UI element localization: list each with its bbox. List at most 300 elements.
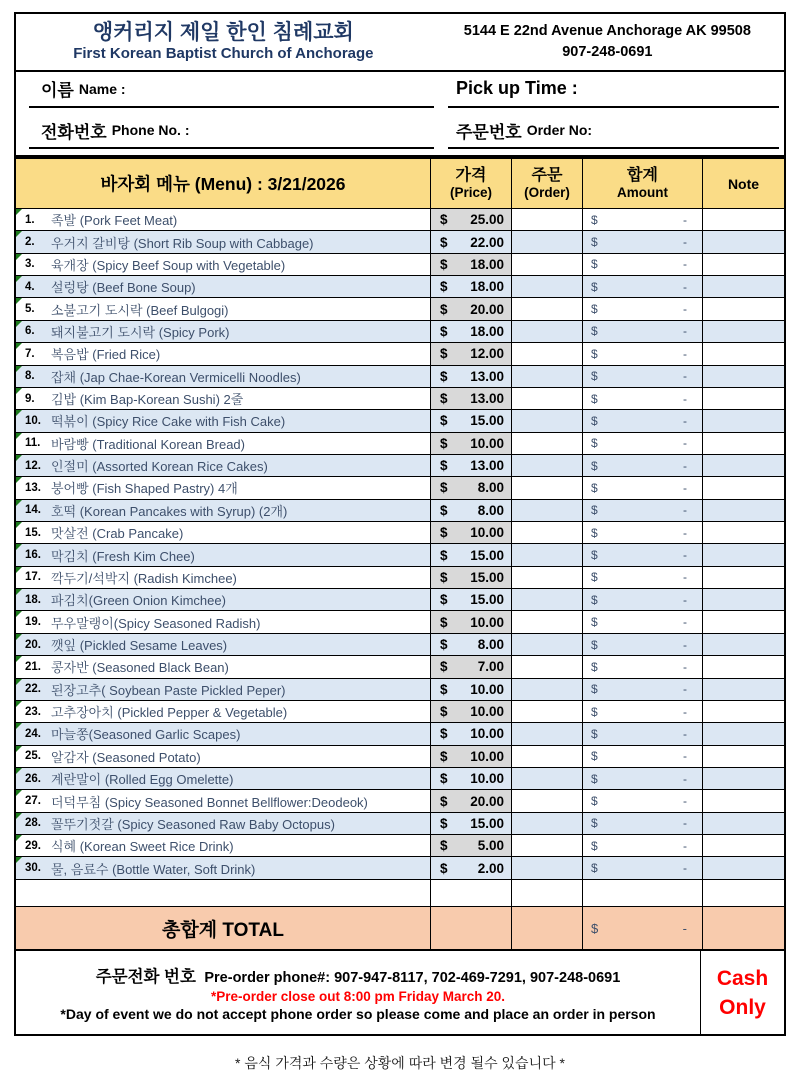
menu-item-price: 18.00 [470,323,504,339]
church-address: 5144 E 22nd Avenue Anchorage AK 99508 [463,22,751,39]
menu-item-note-cell[interactable] [703,746,784,768]
comment-marker-icon [16,276,22,282]
menu-item-order-cell[interactable] [512,410,583,432]
menu-item-order-cell[interactable] [512,567,583,589]
menu-item-note-cell[interactable] [703,857,784,879]
menu-item-note-cell[interactable] [703,209,784,231]
comment-marker-icon [16,209,22,215]
menu-item-cell [16,589,431,611]
menu-item-number: 13. [25,481,41,494]
currency-symbol: $ [440,659,448,675]
menu-item-name: 설렁탕 (Beef Bone Soup) [51,280,196,296]
currency-symbol: $ [440,771,448,787]
menu-item-price-cell [431,343,512,365]
menu-item-amount-cell [583,433,703,455]
menu-item-amount-cell [583,343,703,365]
menu-item-note-cell[interactable] [703,231,784,253]
currency-symbol: $ [440,458,448,474]
menu-item-number: 10. [25,414,41,427]
menu-item-cell [16,522,431,544]
currency-symbol: $ [591,659,598,674]
currency-symbol: $ [591,346,598,361]
currency-symbol: $ [591,637,598,652]
comment-marker-icon [16,298,22,304]
amount-placeholder: - [683,346,687,361]
menu-item-order-cell[interactable] [512,835,583,857]
church-header [14,12,786,72]
phone-field[interactable] [29,114,434,150]
menu-item-price-cell [431,567,512,589]
currency-symbol: $ [591,212,598,227]
menu-item-amount-cell [583,589,703,611]
menu-item-name: 육개장 (Spicy Beef Soup with Vegetable) [51,257,286,273]
currency-symbol: $ [440,748,448,764]
amount-placeholder: - [683,257,687,272]
menu-item-note-cell[interactable] [703,433,784,455]
menu-item-cell [16,679,431,701]
comment-marker-icon [16,679,22,685]
amount-placeholder: - [683,413,687,428]
menu-item-order-cell[interactable] [512,701,583,723]
price-column-header [431,159,512,209]
currency-symbol: $ [591,458,598,473]
menu-item-order-cell[interactable] [512,254,583,276]
menu-item-price-cell [431,276,512,298]
menu-item-price: 20.00 [470,301,504,317]
amount-placeholder: - [683,391,687,406]
menu-item-number: 8. [25,370,35,383]
menu-item-note-cell[interactable] [703,790,784,812]
menu-item-number: 28. [25,817,41,830]
menu-item-note-cell[interactable] [703,768,784,790]
menu-item-number: 5. [25,303,35,316]
menu-item-order-cell[interactable] [512,656,583,678]
menu-body [16,209,784,880]
currency-symbol: $ [440,793,448,809]
menu-item-amount-cell [583,477,703,499]
currency-symbol: $ [591,503,598,518]
comment-marker-icon [16,500,22,506]
comment-marker-icon [16,343,22,349]
menu-item-note-cell[interactable] [703,723,784,745]
amount-placeholder: - [683,637,687,652]
menu-item-price: 8.00 [477,480,504,496]
menu-item-note-cell[interactable] [703,298,784,320]
comment-marker-icon [16,589,22,595]
menu-item-name: 마늘쫑(Seasoned Garlic Scapes) [51,727,241,743]
amount-header-english: Amount [617,185,668,200]
menu-item-note-cell[interactable] [703,813,784,835]
menu-item-number: 21. [25,660,41,673]
menu-item-note-cell[interactable] [703,366,784,388]
menu-item-name: 족발 (Pork Feet Meat) [51,213,178,229]
menu-item-amount-cell [583,276,703,298]
amount-placeholder: - [683,436,687,451]
order-no-label-english: Order No: [526,122,593,139]
currency-symbol: $ [591,726,598,741]
menu-item-cell [16,455,431,477]
order-form [14,12,786,1073]
phone-label-english: Phone No. : [111,122,190,139]
customer-fields [14,72,786,157]
menu-item-cell [16,611,431,633]
amount-placeholder: - [683,861,687,876]
currency-symbol: $ [440,569,448,585]
amount-header-korean: 합계 [627,166,658,184]
menu-item-price-cell [431,209,512,231]
total-amount-placeholder: - [682,920,687,936]
comment-marker-icon [16,388,22,394]
menu-item-number: 1. [25,213,35,226]
menu-item-price-cell [431,857,512,879]
menu-item-price: 10.00 [470,614,504,630]
menu-item-price-cell [431,701,512,723]
menu-item-name: 바람빵 (Traditional Korean Bread) [51,436,245,452]
currency-symbol: $ [591,548,598,563]
menu-item-order-cell[interactable] [512,634,583,656]
currency-symbol: $ [591,794,598,809]
comment-marker-icon [16,768,22,774]
currency-symbol: $ [591,413,598,428]
menu-item-note-cell[interactable] [703,455,784,477]
menu-item-number: 27. [25,795,41,808]
name-label-english: Name : [78,80,126,97]
order-header-english: (Order) [524,185,570,200]
amount-placeholder: - [683,615,687,630]
menu-header-row [16,159,784,209]
menu-item-cell [16,567,431,589]
menu-item-number: 20. [25,638,41,651]
menu-item-order-cell[interactable] [512,768,583,790]
price-header-korean: 가격 [455,166,487,184]
comment-marker-icon [16,455,22,461]
menu-title-cell [16,159,431,209]
menu-item-order-cell[interactable] [512,857,583,879]
order-no-field[interactable] [448,114,779,150]
amount-placeholder: - [683,458,687,473]
amount-placeholder: - [683,212,687,227]
menu-item-price-cell [431,455,512,477]
menu-item-cell [16,723,431,745]
menu-item-amount-cell [583,746,703,768]
total-note-cell [703,907,784,950]
comment-marker-icon [16,656,22,662]
menu-title: 바자회 메뉴 (Menu) : 3/21/2026 [100,174,346,194]
menu-item-note-cell[interactable] [703,321,784,343]
comment-marker-icon [16,857,22,863]
cash-only-line1: Cash [716,966,769,990]
menu-item-price: 22.00 [470,234,504,250]
menu-item-number: 7. [25,347,35,360]
menu-item-price-cell [431,298,512,320]
spacer-amount-cell [583,880,703,907]
menu-item-order-cell[interactable] [512,589,583,611]
currency-symbol: $ [440,256,448,272]
menu-item-note-cell[interactable] [703,656,784,678]
note-column-header [703,159,784,209]
menu-item-price: 10.00 [470,681,504,697]
menu-item-name: 콩자반 (Seasoned Black Bean) [51,660,229,676]
menu-item-name: 맛살전 (Crab Pancake) [51,526,184,542]
menu-bottom-rows [16,880,784,950]
currency-symbol: $ [440,323,448,339]
menu-item-amount-cell [583,701,703,723]
menu-item-price-cell [431,768,512,790]
comment-marker-icon [16,790,22,796]
menu-item-order-cell[interactable] [512,477,583,499]
menu-item-number: 12. [25,459,41,472]
menu-item-amount-cell [583,544,703,566]
menu-item-number: 4. [25,280,35,293]
menu-item-name: 무우말랭이(Spicy Seasoned Radish) [51,615,261,631]
menu-item-price-cell [431,433,512,455]
menu-item-price-cell [431,410,512,432]
currency-symbol: $ [591,920,599,936]
menu-item-name: 호떡 (Korean Pancakes with Syrup) (2개) [51,503,288,519]
menu-item-amount-cell [583,455,703,477]
menu-item-name: 깻잎 (Pickled Sesame Leaves) [51,638,228,653]
currency-symbol: $ [440,637,448,652]
menu-item-price: 10.00 [470,704,504,720]
comment-marker-icon [16,321,22,327]
menu-item-price: 10.00 [470,771,504,787]
menu-item-name: 복음밥 (Fried Rice) [51,347,161,363]
menu-item-cell [16,231,431,253]
menu-item-note-cell[interactable] [703,410,784,432]
menu-item-price: 18.00 [470,279,504,295]
currency-symbol: $ [591,324,598,339]
comment-marker-icon [16,254,22,260]
menu-item-price-cell [431,500,512,522]
menu-item-price: 7.00 [477,659,504,675]
menu-item-note-cell[interactable] [703,835,784,857]
amount-placeholder: - [683,302,687,317]
menu-item-order-cell[interactable] [512,746,583,768]
menu-item-name: 물, 음료수 (Bottle Water, Soft Drink) [51,861,256,877]
comment-marker-icon [16,835,22,841]
menu-item-price: 2.00 [477,860,504,876]
menu-item-number: 19. [25,616,41,629]
pickup-time-label: Pick up Time : [456,78,578,99]
menu-item-price: 8.00 [477,637,504,652]
menu-item-price-cell [431,522,512,544]
menu-item-cell [16,500,431,522]
day-of-event-line: *Day of event we do not accept phone order so please come and place an order in person [60,1006,656,1023]
menu-item-note-cell[interactable] [703,701,784,723]
menu-item-price: 15.00 [470,547,504,563]
menu-item-price-cell [431,723,512,745]
currency-symbol: $ [440,726,448,742]
menu-item-order-cell[interactable] [512,343,583,365]
menu-item-note-cell[interactable] [703,679,784,701]
menu-item-number: 15. [25,526,41,539]
menu-item-name: 더덕무침 (Spicy Seasoned Bonnet Bellflower:Deodeok) [51,794,368,810]
name-field[interactable] [29,72,434,108]
amount-placeholder: - [683,659,687,674]
menu-item-cell [16,768,431,790]
menu-item-order-cell[interactable] [512,231,583,253]
menu-item-cell [16,276,431,298]
comment-marker-icon [16,611,22,617]
currency-symbol: $ [440,815,448,831]
currency-symbol: $ [591,436,598,451]
menu-item-price-cell [431,611,512,633]
currency-symbol: $ [591,838,598,853]
currency-symbol: $ [440,860,448,876]
menu-item-cell [16,366,431,388]
currency-symbol: $ [440,368,448,384]
field-row-2 [16,114,784,156]
menu-item-order-cell[interactable] [512,544,583,566]
currency-symbol: $ [591,369,598,384]
menu-item-price: 5.00 [477,838,504,854]
menu-item-order-cell[interactable] [512,366,583,388]
comment-marker-icon [16,544,22,550]
menu-item-cell [16,209,431,231]
menu-item-order-cell[interactable] [512,723,583,745]
menu-item-note-cell[interactable] [703,343,784,365]
currency-symbol: $ [440,547,448,563]
menu-item-note-cell[interactable] [703,276,784,298]
order-column-header [512,159,583,209]
menu-item-price: 18.00 [470,256,504,272]
menu-item-price: 25.00 [470,212,504,228]
amount-placeholder: - [683,794,687,809]
menu-item-name: 소불고기 도시락 (Beef Bulgogi) [51,302,229,318]
menu-item-order-cell[interactable] [512,433,583,455]
menu-item-name: 계란말이 (Rolled Egg Omelette) [51,772,234,788]
currency-symbol: $ [591,816,598,831]
menu-item-order-cell[interactable] [512,790,583,812]
menu-item-note-cell[interactable] [703,388,784,410]
menu-item-price: 15.00 [470,569,504,585]
currency-symbol: $ [591,771,598,786]
menu-item-order-cell[interactable] [512,321,583,343]
menu-item-number: 22. [25,683,41,696]
menu-item-price-cell [431,679,512,701]
menu-item-number: 9. [25,392,35,405]
phone-label-korean: 전화번호 [41,122,107,142]
menu-item-cell [16,746,431,768]
currency-symbol: $ [591,302,598,317]
menu-item-price-cell [431,321,512,343]
menu-item-note-cell[interactable] [703,544,784,566]
comment-marker-icon [16,231,22,237]
menu-item-cell [16,857,431,879]
menu-item-order-cell[interactable] [512,388,583,410]
menu-item-cell [16,544,431,566]
menu-item-price-cell [431,366,512,388]
menu-item-order-cell[interactable] [512,276,583,298]
menu-item-note-cell[interactable] [703,634,784,656]
menu-item-note-cell[interactable] [703,254,784,276]
menu-item-number: 18. [25,593,41,606]
menu-item-amount-cell [583,679,703,701]
menu-item-price-cell [431,790,512,812]
preorder-label-korean: 주문전화 번호 [95,968,196,987]
menu-item-name: 파김치(Green Onion Kimchee) [51,593,226,609]
menu-item-cell [16,254,431,276]
menu-item-amount-cell [583,634,703,656]
menu-item-order-cell[interactable] [512,209,583,231]
menu-item-cell [16,343,431,365]
menu-item-cell [16,790,431,812]
menu-item-number: 14. [25,504,41,517]
menu-item-name: 알감자 (Seasoned Potato) [51,749,201,765]
menu-item-amount-cell [583,522,703,544]
menu-item-number: 11. [25,437,41,450]
menu-item-number: 6. [25,325,35,338]
menu-item-order-cell[interactable] [512,813,583,835]
menu-item-order-cell[interactable] [512,455,583,477]
menu-item-number: 25. [25,750,41,763]
menu-item-order-cell[interactable] [512,298,583,320]
currency-symbol: $ [440,212,448,228]
total-price-cell [431,907,512,950]
menu-item-price: 13.00 [470,458,504,474]
menu-item-number: 29. [25,839,41,852]
spacer-note-cell [703,880,784,907]
currency-symbol: $ [440,480,448,496]
menu-item-number: 16. [25,549,41,562]
menu-item-price-cell [431,388,512,410]
menu-item-note-cell[interactable] [703,611,784,633]
amount-placeholder: - [683,726,687,741]
menu-item-name: 된장고추( Soybean Paste Pickled Peper) [51,682,286,698]
currency-symbol: $ [440,681,448,697]
comment-marker-icon [16,813,22,819]
pickup-time-field[interactable] [448,72,779,108]
cash-only-line2: Only [719,995,766,1019]
amount-placeholder: - [683,480,687,495]
price-header-english: (Price) [449,185,493,200]
menu-item-price-cell [431,231,512,253]
menu-item-price-cell [431,589,512,611]
menu-item-order-cell[interactable] [512,500,583,522]
church-phone: 907-248-0691 [562,44,653,60]
currency-symbol: $ [591,592,598,607]
menu-item-amount-cell [583,388,703,410]
menu-item-price-cell [431,254,512,276]
menu-item-order-cell[interactable] [512,522,583,544]
disclaimer-caption: * 음식 가격과 수량은 상황에 따라 변경 될수 있습니다 * [235,1055,565,1072]
menu-item-number: 23. [25,705,41,718]
footer-notes [16,951,700,1034]
amount-placeholder: - [683,525,687,540]
menu-item-amount-cell [583,298,703,320]
menu-item-cell [16,321,431,343]
currency-symbol: $ [440,346,448,362]
menu-item-note-cell[interactable] [703,477,784,499]
church-contact [431,14,784,70]
menu-item-cell [16,433,431,455]
menu-item-note-cell[interactable] [703,500,784,522]
menu-item-order-cell[interactable] [512,611,583,633]
menu-item-note-cell[interactable] [703,567,784,589]
menu-item-amount-cell [583,790,703,812]
menu-item-note-cell[interactable] [703,589,784,611]
comment-marker-icon [16,477,22,483]
menu-item-order-cell[interactable] [512,679,583,701]
amount-placeholder: - [683,771,687,786]
menu-item-note-cell[interactable] [703,522,784,544]
comment-marker-icon [16,723,22,729]
comment-marker-icon [16,410,22,416]
amount-placeholder: - [683,749,687,764]
menu-item-price: 10.00 [470,748,504,764]
menu-item-amount-cell [583,321,703,343]
preorder-phone-numbers: Pre-order phone#: 907-947-8117, 702-469-7291, 907-248-0691 [204,970,621,987]
